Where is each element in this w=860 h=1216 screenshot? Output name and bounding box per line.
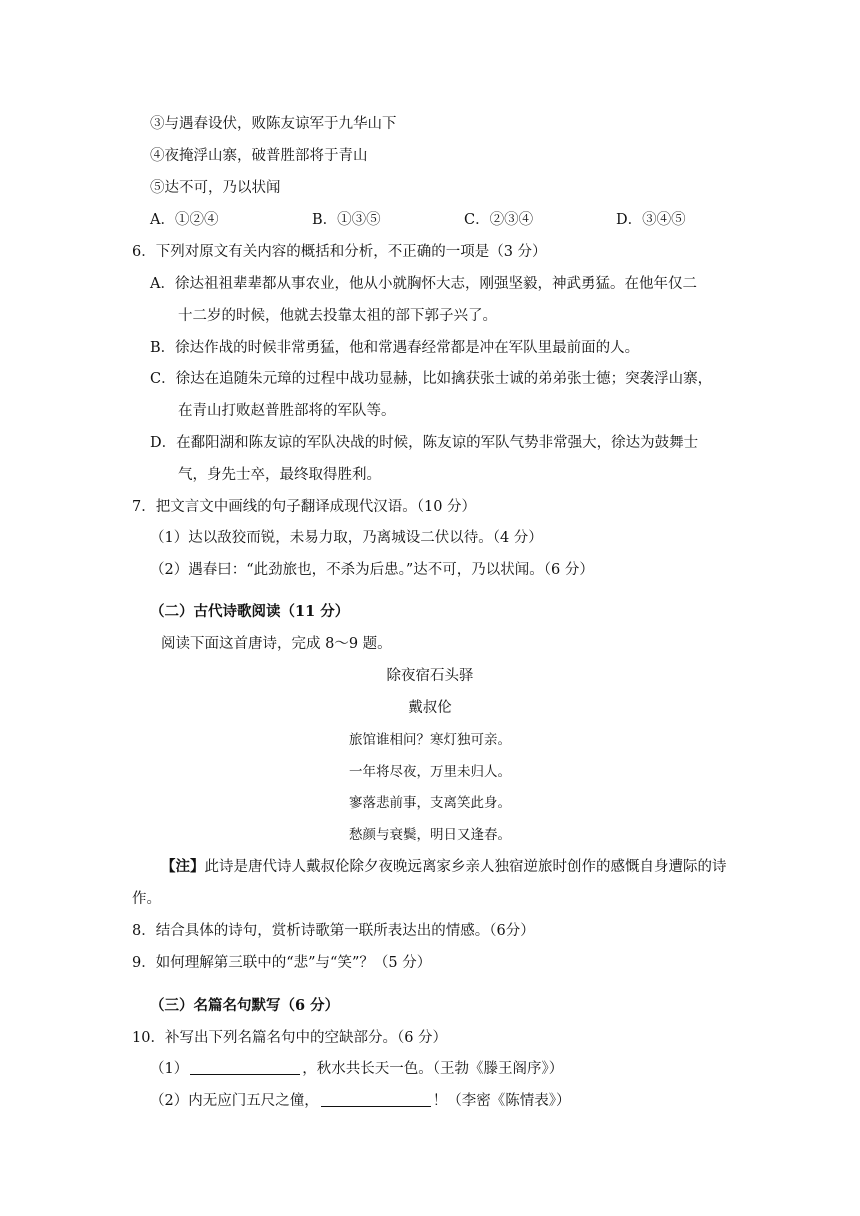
section2-intro: 阅读下面这首唐诗，完成 8～9 题。 [161, 636, 392, 652]
answer-blank-2[interactable] [321, 1092, 431, 1107]
note-text: 此诗是唐代诗人戴叔伦除夕夜晚远离家乡亲人独宿逆旅时创作的感慨自身遭际的诗 [204, 859, 727, 875]
q8: 8．结合具体的诗句，赏析诗歌第一联所表达出的情感。（6分） [132, 923, 535, 939]
q6-option-a-line1: A．徐达祖祖辈辈都从事农业，他从小就胸怀大志，刚强坚毅，神武勇猛。在他年仅二 [150, 276, 697, 292]
q5-option-b: B．①③⑤ [312, 212, 381, 228]
q6-option-d-line2: 气，身先士卒，最终取得胜利。 [178, 467, 381, 483]
q5-item-3: ③与遇春设伏，败陈友谅军于九华山下 [150, 116, 397, 132]
q6-option-a-line2: 十二岁的时候，他就去投靠太祖的部下郭子兴了。 [178, 308, 497, 324]
q7-sentence-1: （1）达以敌狡而锐，未易力取，乃离城设二伏以待。（4 分） [150, 530, 543, 546]
answer-blank-1[interactable] [190, 1060, 300, 1075]
q10-line-1: （1） ，秋水共长天一色。（王勃《滕王阁序》） [150, 1061, 564, 1077]
poem-line-4: 愁颜与衰鬓，明日又逢春。 [349, 827, 511, 843]
note-label: 【注】 [161, 858, 205, 875]
q5-item-5: ⑤达不可，乃以状闻 [150, 180, 281, 196]
q10: 10．补写出下列名篇名句中的空缺部分。（6 分） [132, 1030, 448, 1046]
poem-note [161, 857, 727, 877]
q6-option-b: B．徐达作战的时候非常勇猛，他和常遇春经常都是冲在军队里最前面的人。 [150, 340, 640, 356]
poem-note-line2: 作。 [132, 891, 161, 907]
section2-heading: （二）古代诗歌阅读（11 分） [150, 603, 350, 620]
q6-option-c-line2: 在青山打败赵普胜部将的军队等。 [178, 403, 396, 419]
q7-sentence-2: （2）遇春曰：“此劲旅也，不杀为后患。”达不可，乃以状闻。（6 分） [150, 562, 594, 578]
q5-option-c: C．②③④ [464, 212, 534, 228]
q6-option-d-line1: D．在鄱阳湖和陈友谅的军队决战的时候，陈友谅的军队气势非常强大，徐达为鼓舞士 [150, 435, 699, 451]
poem-title: 除夜宿石头驿 [386, 668, 474, 684]
poem-author: 戴叔伦 [408, 700, 452, 716]
q9: 9．如何理解第三联中的“悲”与“笑”？（5 分） [132, 955, 432, 971]
poem-line-3: 寥落悲前事，支离笑此身。 [349, 795, 511, 811]
q5-option-a: A．①②④ [150, 212, 219, 228]
q10-line-2: （2）内无应门五尺之僮， ！（李密《陈情表》） [150, 1093, 571, 1109]
poem-line-2: 一年将尽夜，万里未归人。 [349, 764, 511, 780]
section3-heading: （三）名篇名句默写（6 分） [150, 997, 340, 1014]
poem-line-1: 旅馆谁相问？寒灯独可亲。 [349, 732, 511, 748]
q7-stem: 7．把文言文中画线的句子翻译成现代汉语。（10 分） [132, 499, 477, 515]
q5-item-4: ④夜掩浮山寨，破普胜部将于青山 [150, 148, 368, 164]
q6-stem: 6．下列对原文有关内容的概括和分析，不正确的一项是（3 分） [132, 244, 547, 260]
q6-option-c-line1: C．徐达在追随朱元璋的过程中战功显赫，比如擒获张士诚的弟弟张士德；突袭浮山寨， [150, 371, 713, 387]
q5-option-d: D．③④⑤ [616, 212, 686, 228]
